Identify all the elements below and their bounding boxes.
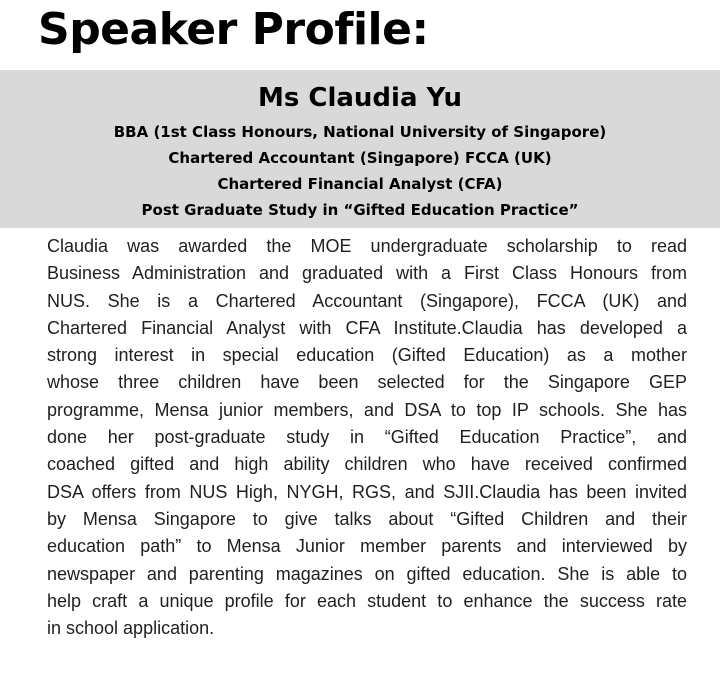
credential-degree: BBA (1st Class Honours, National University of Singapore) [113, 123, 607, 141]
bio-line: Chartered Financial Analyst with CFA Institute.Claudia has developed a [47, 317, 687, 338]
bio-line: coached gifted and high ability children who have received confirmed [47, 454, 687, 475]
bio-line: Claudia was awarded the MOE undergraduate scholarship to read [47, 236, 687, 256]
bio-line: strong interest in special education (Gifted Education) as a mother [47, 345, 687, 366]
speaker-bio [47, 233, 687, 642]
bio-line: Business Administration and graduated with a First Class Honours from [47, 263, 687, 284]
bio-line: by Mensa Singapore to give talks about “Gifted Children and their [47, 508, 687, 529]
credential-accountant: Chartered Accountant (Singapore) FCCA (UK) [168, 149, 552, 167]
bio-line: NUS. She is a Chartered Accountant (Singapore), FCCA (UK) and [47, 290, 687, 311]
bio-line: DSA offers from NUS High, NYGH, RGS, and SJII.Claudia has been invited [47, 481, 687, 502]
page-title: Speaker Profile: [38, 4, 429, 55]
bio-line: help craft a unique profile for each student to enhance the success rate [47, 590, 687, 611]
credential-cfa: Chartered Financial Analyst (CFA) [217, 175, 503, 193]
bio-line: education path” to Mensa Junior member parents and interviewed by [47, 536, 687, 557]
bio-line: programme, Mensa junior members, and DSA to top IP schools. She has [47, 399, 687, 420]
speaker-name: Ms Claudia Yu [257, 83, 462, 113]
bio-line: done her post-graduate study in “Gifted Education Practice”, and [47, 427, 687, 448]
bio-line: in school application. [47, 618, 215, 639]
bio-line: newspaper and parenting magazines on gifted education. She is able to [47, 563, 687, 584]
credential-postgraduate: Post Graduate Study in “Gifted Education Practice” [141, 201, 579, 219]
speaker-header-panel [0, 70, 720, 228]
bio-line: whose three children have been selected for the Singapore GEP [47, 372, 687, 393]
